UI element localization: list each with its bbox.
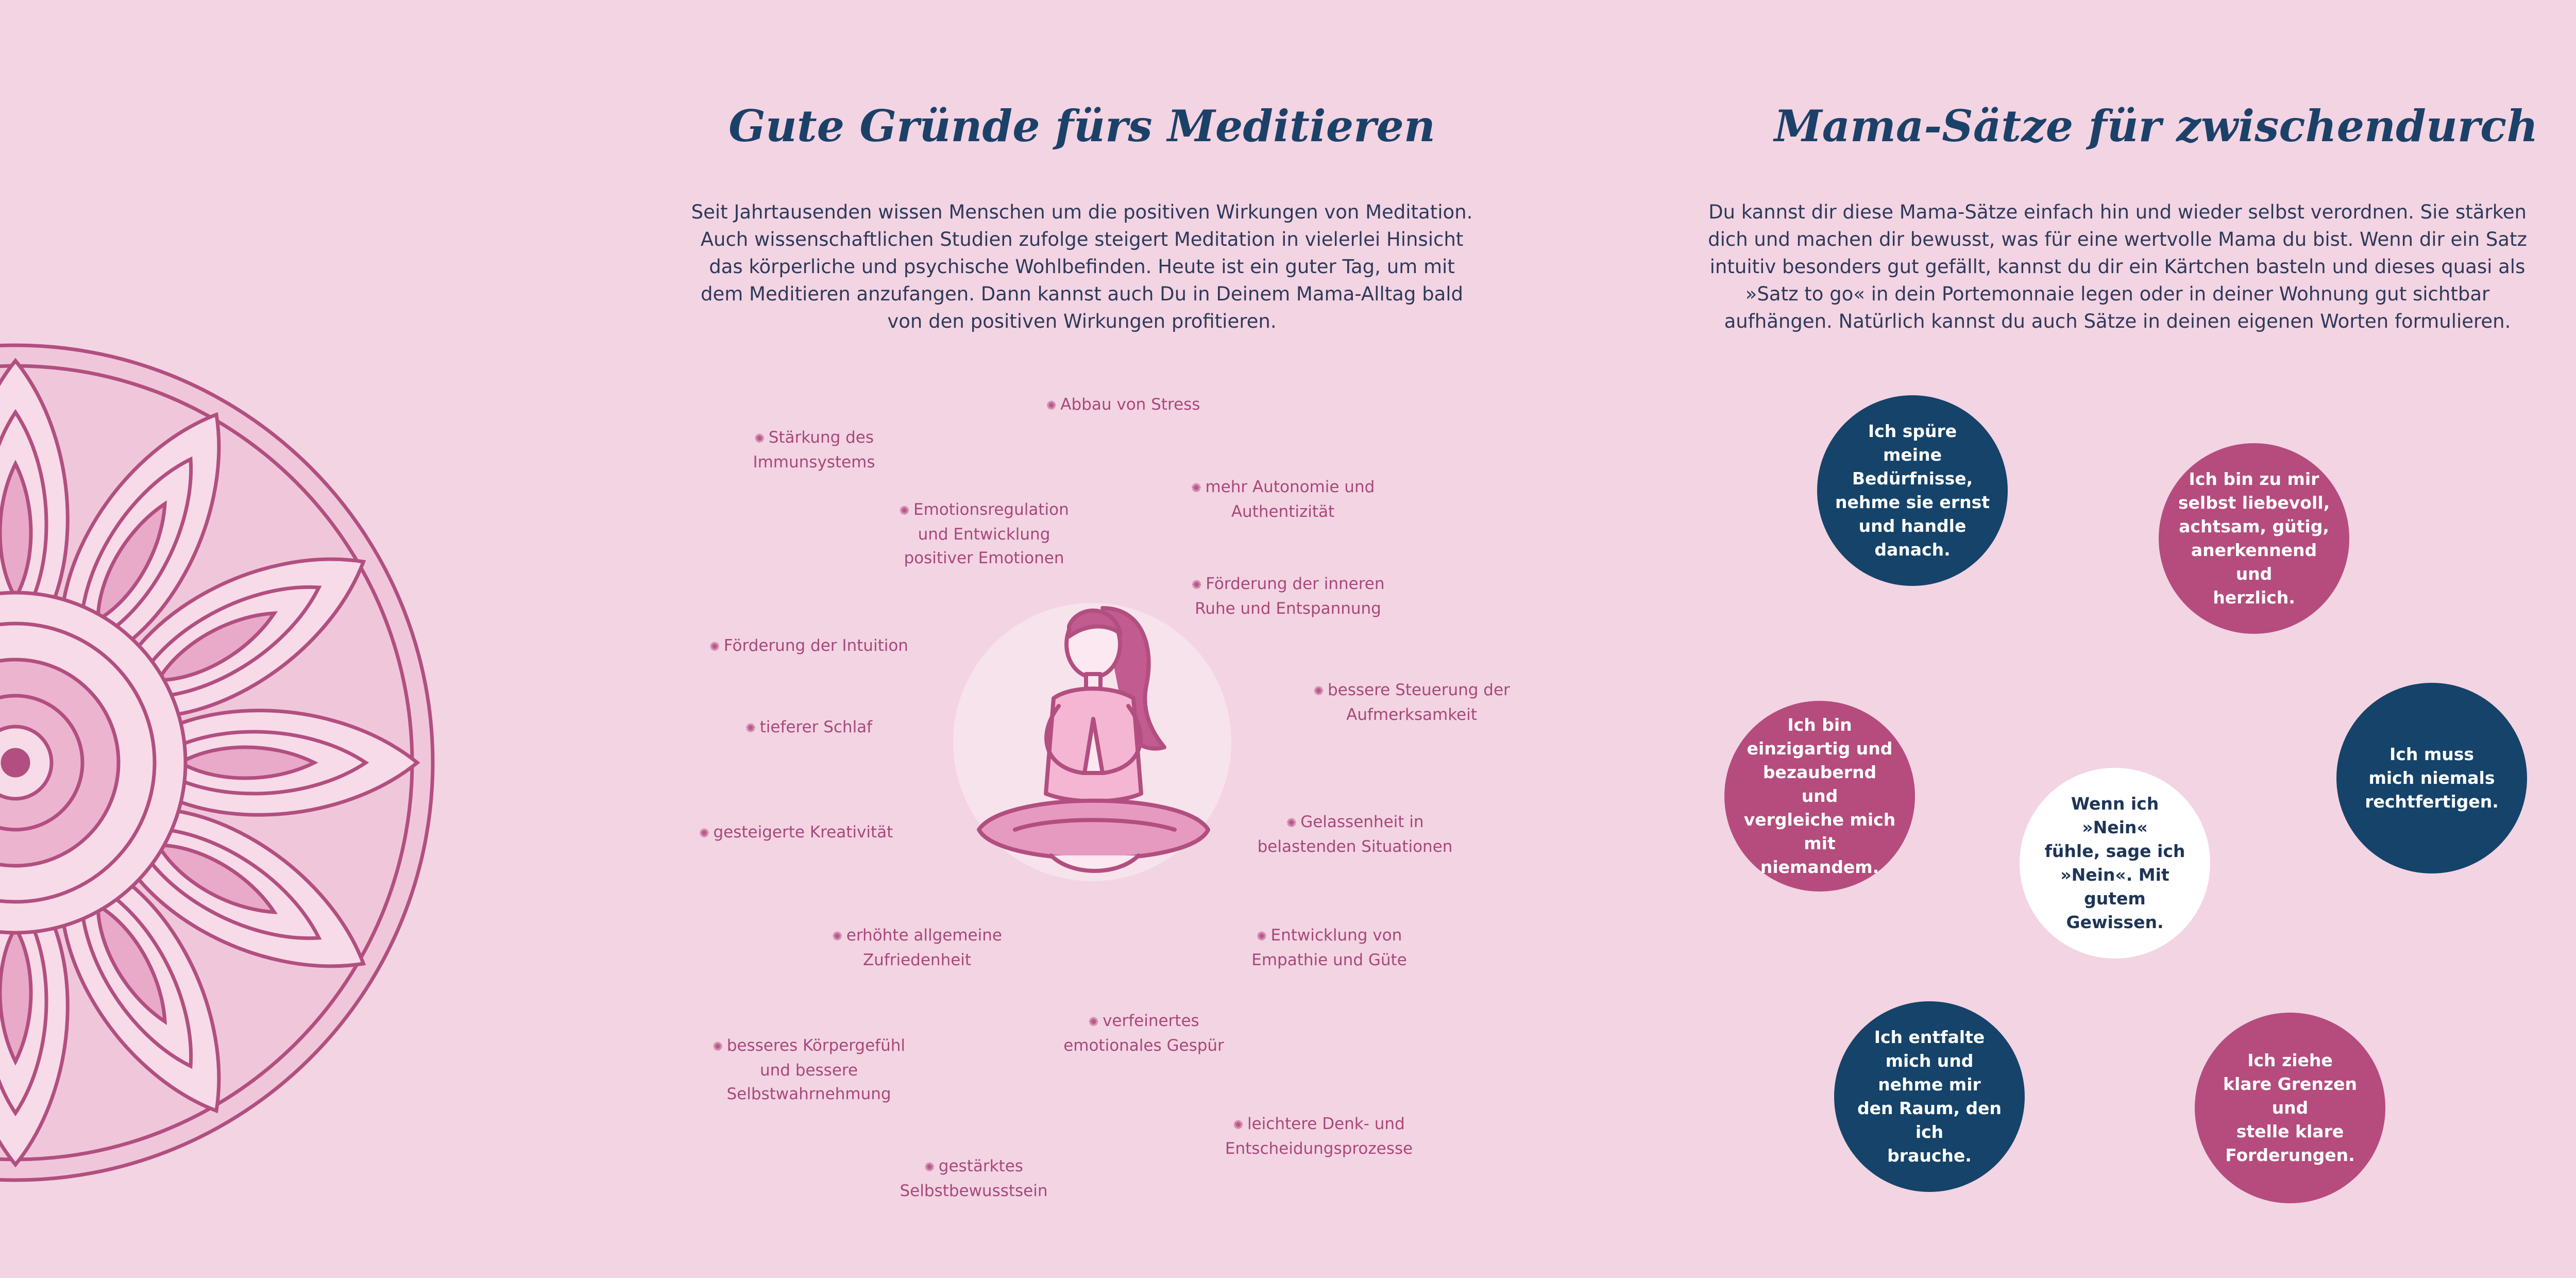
left-page-title: Gute Gründe fürs Meditieren — [728, 100, 1435, 152]
affirmation-text: Wenn ich »Nein« fühle, sage ich »Nein«. Mit gutem Gewissen. — [2044, 794, 2185, 932]
affirmation-text: Ich bin einzigartig und bezaubernd und vergleiche mich mit niemandem. — [1743, 715, 1896, 877]
benefit-item: ✺ Entwicklung von Empathie und Güte — [1185, 923, 1473, 972]
benefit-item: ✺ Förderung der inneren Ruhe und Entspannung — [1144, 572, 1432, 620]
affirmation-bubble — [1724, 701, 1915, 892]
benefit-item: ✺ Gelassenheit in belastenden Situationen — [1200, 810, 1510, 859]
benefit-item: ✺ leichtere Denk- und Entscheidungsprozesse — [1159, 1112, 1479, 1161]
benefit-item: ✺ Abbau von Stress — [989, 393, 1257, 417]
benefit-item: ✺ besseres Körpergefühl und bessere Selbstwahrnehmung — [665, 1034, 953, 1106]
affirmation-text: Ich muss mich niemals rechtfertigen. — [2365, 744, 2499, 812]
benefit-item: ✺ Emotionsregulation und Entwicklung positiver Emotionen — [845, 498, 1123, 570]
affirmation-bubble — [2336, 683, 2527, 873]
affirmation-text: Ich bin zu mir selbst liebevoll, achtsam, gütig, anerkennend und herzlich. — [2178, 469, 2330, 608]
left-page-intro: Seit Jahrtausenden wissen Menschen um die positiven Wirkungen von Meditation. Auch wissenschaftlichen Studien zufolge steigert Meditation in vielerlei Hinsicht das körperliche und psychische Wohlbefinden. Heute ist ein guter Tag, um mit dem Meditieren anzufangen. Dann kannst auch Du in Deinem Mama-Alltag bald von den positiven Wirkungen profitieren. — [691, 201, 1473, 332]
benefit-item: ✺ tieferer Schlaf — [701, 715, 917, 740]
benefit-item: ✺ gesteigerte Kreativität — [629, 820, 963, 845]
benefit-item: ✺ Stärkung des Immunsystems — [690, 426, 938, 474]
affirmation-text: Ich entfalte mich und nehme mir den Raum, den ich brauche. — [1857, 1027, 2002, 1166]
benefit-item: ✺ erhöhte allgemeine Zufriedenheit — [773, 923, 1061, 972]
benefit-item: ✺ mehr Autonomie und Authentizität — [1139, 475, 1427, 524]
left-mandala — [0, 335, 443, 1190]
benefit-item: ✺ verfeinertes emotionales Gespür — [1015, 1009, 1273, 1057]
benefit-item: ✺ bessere Steuerung der Aufmerksamkeit — [1257, 678, 1566, 727]
affirmation-bubble — [2195, 1013, 2385, 1203]
affirmation-text: Ich ziehe klare Grenzen und stelle klare Forderungen. — [2223, 1050, 2357, 1165]
benefit-item: ✺ Förderung der Intuition — [639, 634, 979, 659]
affirmation-bubble — [2020, 768, 2210, 959]
meditating-woman-illustration — [948, 587, 1236, 907]
benefit-item: ✺ gestärktes Selbstbewusstsein — [845, 1154, 1103, 1203]
right-page-title: Mama-Sätze für zwischendurch — [1774, 100, 2538, 152]
affirmation-bubble — [1817, 395, 2008, 586]
right-page-intro: Du kannst dir diese Mama-Sätze einfach hin und wieder selbst verordnen. Sie stärken dich und machen dir bewusst, was für eine wertvolle Mama du bist. Wenn dir ein Satz intuitiv besonders gut gefällt, kannst du dir ein Kärtchen basteln und dieses quasi als »Satz to go« in dein Portemonnaie legen oder in deiner Wohnung gut sichtbar aufhängen. Natürlich kannst du auch Sätze in deinen eigenen Worten formulieren. — [1708, 201, 2527, 332]
affirmation-text: Ich spüre meine Bedürfnisse, nehme sie ernst und handle danach. — [1835, 421, 1990, 560]
affirmation-bubble — [2159, 443, 2349, 634]
affirmation-bubble — [1834, 1001, 2025, 1192]
